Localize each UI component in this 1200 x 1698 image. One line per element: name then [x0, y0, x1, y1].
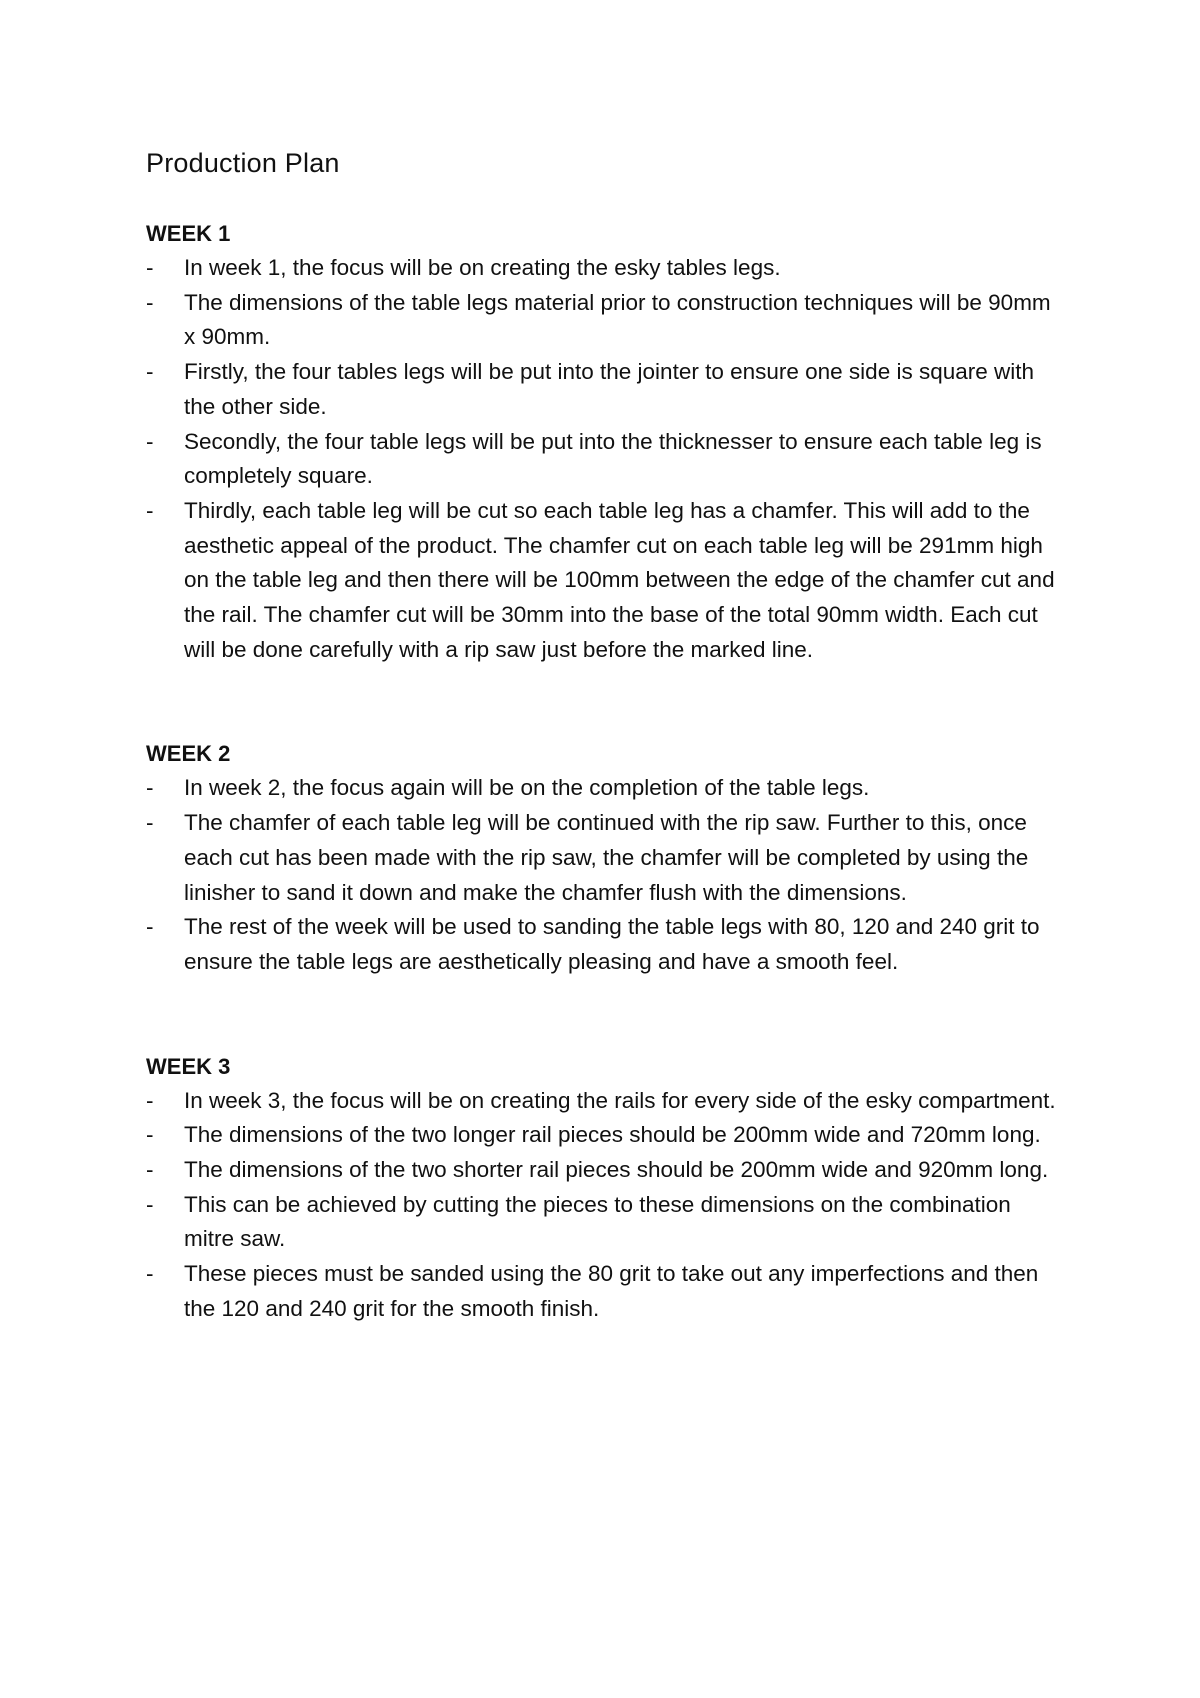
bullet-dash: -	[146, 1157, 154, 1183]
list-item	[146, 355, 1066, 424]
week-1-section	[146, 216, 1066, 667]
list-item	[146, 1188, 1066, 1257]
bullet-dash: -	[146, 497, 154, 523]
bullet-dash: -	[146, 289, 154, 315]
list-item-text: In week 3, the focus will be on creating the rails for every side of the esky compartment.	[184, 1087, 1056, 1113]
bullet-dash: -	[146, 1122, 154, 1148]
list-item	[146, 1084, 1066, 1119]
bullet-dash: -	[146, 914, 154, 940]
list-item-text: Thirdly, each table leg will be cut so each table leg has a chamfer. This will add to the aesthetic appeal of the product. The chamfer cut on each table leg will be 291mm high on the table leg and then there will be 100mm between the edge of the chamfer cut and the rail. The chamfer cut will be 30mm into the base of the total 90mm width. Each cut will be done carefully with a rip saw just before the marked line.	[184, 497, 1055, 662]
list-item-text: In week 1, the focus will be on creating the esky tables legs.	[184, 255, 781, 280]
list-item	[146, 286, 1066, 355]
bullet-dash: -	[146, 1261, 154, 1287]
list-item	[146, 494, 1066, 668]
list-item	[146, 1257, 1066, 1326]
list-item-text: The chamfer of each table leg will be continued with the rip saw. Further to this, once each cut has been made with the rip saw, the chamfer will be completed by using the linisher to sand it down and make the chamfer flush with the dimensions.	[184, 810, 1029, 905]
section-spacer	[146, 667, 1066, 736]
list-item-text: Secondly, the four table legs will be put into the thicknesser to ensure each table leg is completely square.	[184, 428, 1042, 489]
list-item	[146, 806, 1066, 910]
bullet-dash: -	[146, 775, 154, 801]
bullet-list	[146, 771, 1066, 979]
document-page	[146, 146, 1066, 1327]
list-item-text: The dimensions of the table legs material prior to construction techniques will be 90mm x 90mm.	[184, 289, 1051, 350]
bullet-dash: -	[146, 255, 154, 280]
week-3-section	[146, 1049, 1066, 1327]
bullet-dash: -	[146, 428, 154, 454]
list-item-text: These pieces must be sanded using the 80 grit to take out any imperfections and then the 120 and 240 grit for the smooth finish.	[184, 1261, 1039, 1321]
bullet-dash: -	[146, 810, 154, 836]
list-item-text: In week 2, the focus again will be on the completion of the table legs.	[184, 775, 870, 801]
bullet-dash: -	[146, 359, 154, 385]
week-2-section	[146, 736, 1066, 979]
bullet-list	[146, 1084, 1066, 1327]
list-item-text: The dimensions of the two shorter rail pieces should be 200mm wide and 920mm long.	[184, 1157, 1049, 1183]
bullet-dash: -	[146, 1191, 154, 1217]
week-heading: WEEK 3	[146, 1053, 231, 1079]
week-heading: WEEK 2	[146, 741, 231, 767]
list-item-text: The rest of the week will be used to sanding the table legs with 80, 120 and 240 grit to ensure the table legs are aesthetically pleasing and have a smooth feel.	[184, 914, 1040, 974]
list-item-text: Firstly, the four tables legs will be put into the jointer to ensure one side is square with the other side.	[184, 359, 1035, 419]
section-spacer	[146, 980, 1066, 1049]
list-item	[146, 425, 1066, 494]
bullet-list	[146, 251, 1066, 667]
bullet-dash: -	[146, 1087, 154, 1113]
list-item-text: This can be achieved by cutting the pieces to these dimensions on the combination mitre saw.	[184, 1191, 1011, 1252]
list-item-text: The dimensions of the two longer rail pieces should be 200mm wide and 720mm long.	[184, 1122, 1041, 1148]
page-title: Production Plan	[146, 148, 340, 178]
list-item	[146, 1118, 1066, 1153]
week-heading: WEEK 1	[146, 221, 231, 246]
list-item	[146, 910, 1066, 979]
list-item	[146, 251, 1066, 286]
list-item	[146, 771, 1066, 806]
list-item	[146, 1153, 1066, 1188]
